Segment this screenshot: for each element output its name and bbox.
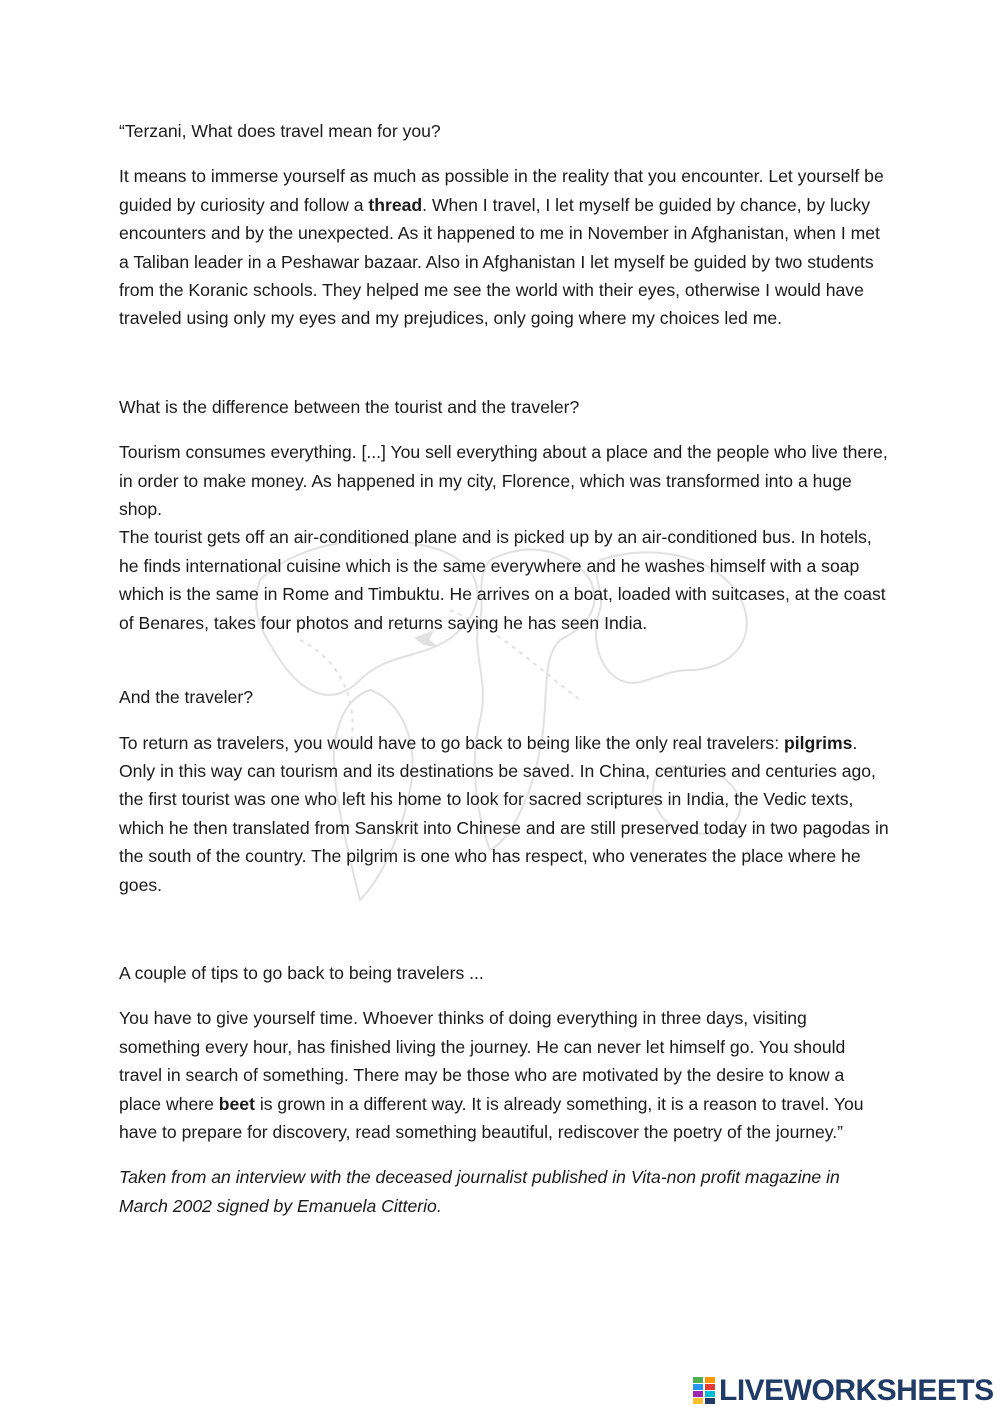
question-and-traveler: And the traveler? <box>119 687 253 708</box>
live-blocks-icon <box>693 1377 715 1405</box>
highlight-thread: thread <box>368 194 423 215</box>
question-tips: A couple of tips to go back to being travelers ... <box>119 962 484 983</box>
source-citation: Taken from an interview with the deceased journalist published in Vita-non profit magazine in March 2002 signed by Emanuela Citterio. <box>119 1167 840 1216</box>
highlight-pilgrims: pilgrims <box>784 732 853 753</box>
answer-tourism-consumes: Tourism consumes everything. [...] You sell everything about a place and the people who live there, in order to make money. As happened in my city, Florence, which was transformed into a huge shop. <box>119 442 888 520</box>
interview-text <box>119 117 889 1220</box>
answer-tourist-description: The tourist gets off an air-conditioned plane and is picked up by an air-conditioned bus. In hotels, he finds international cuisine which is the same everywhere and he washes himself with a soap which is the same in Rome and Timbuktu. He arrives on a boat, loaded with suitcases, at the coast of Benares, takes four photos and returns saying he has seen India. <box>119 527 886 633</box>
question-tourist-vs-traveler: What is the difference between the tourist and the traveler? <box>119 396 580 417</box>
question-travel-meaning: “Terzani, What does travel mean for you? <box>119 121 441 141</box>
highlight-beet: beet <box>218 1093 255 1114</box>
logo-text: LIVEWORKSHEETS <box>719 1374 994 1407</box>
answer-tips: You have to give yourself time. Whoever thinks of doing everything in three days, visiting something every hour, has finished living the journey. He can never let himself go. You should travel in search of something. There may be those who are motivated by the desire to know a place where beet is grown in a different way. It is already something, it is a reason to travel. You have to prepare for discovery, read something beautiful, rediscover the poetry of the journey.” <box>119 1008 864 1142</box>
answer-pilgrims: To return as travelers, you would have to go back to being like the only real travelers: pilgrims. Only in this way can tourism and its destinations be saved. In China, centuries and centuries ago, the first tourist was one who left his home to look for sacred scriptures in India, the Vedic texts, which he then translated from Sanskrit into Chinese and are still preserved today in two pagodas in the south of the country. The pilgrim is one who has respect, who venerates the place where he goes. <box>119 732 889 895</box>
liveworksheets-logo <box>693 1373 994 1409</box>
answer-travel-meaning: It means to immerse yourself as much as possible in the reality that you encounter. Let yourself be guided by curiosity and follow a thread. When I travel, I let myself be guided by chance, by lucky encounters and by the unexpected. As it happened to me in November in Afghanistan, when I met a Taliban leader in a Peshawar bazaar. Also in Afghanistan I let myself be guided by two students from the Koranic schools. They helped me see the world with their eyes, otherwise I would have traveled using only my eyes and my prejudices, only going where my choices led me. <box>119 166 884 329</box>
